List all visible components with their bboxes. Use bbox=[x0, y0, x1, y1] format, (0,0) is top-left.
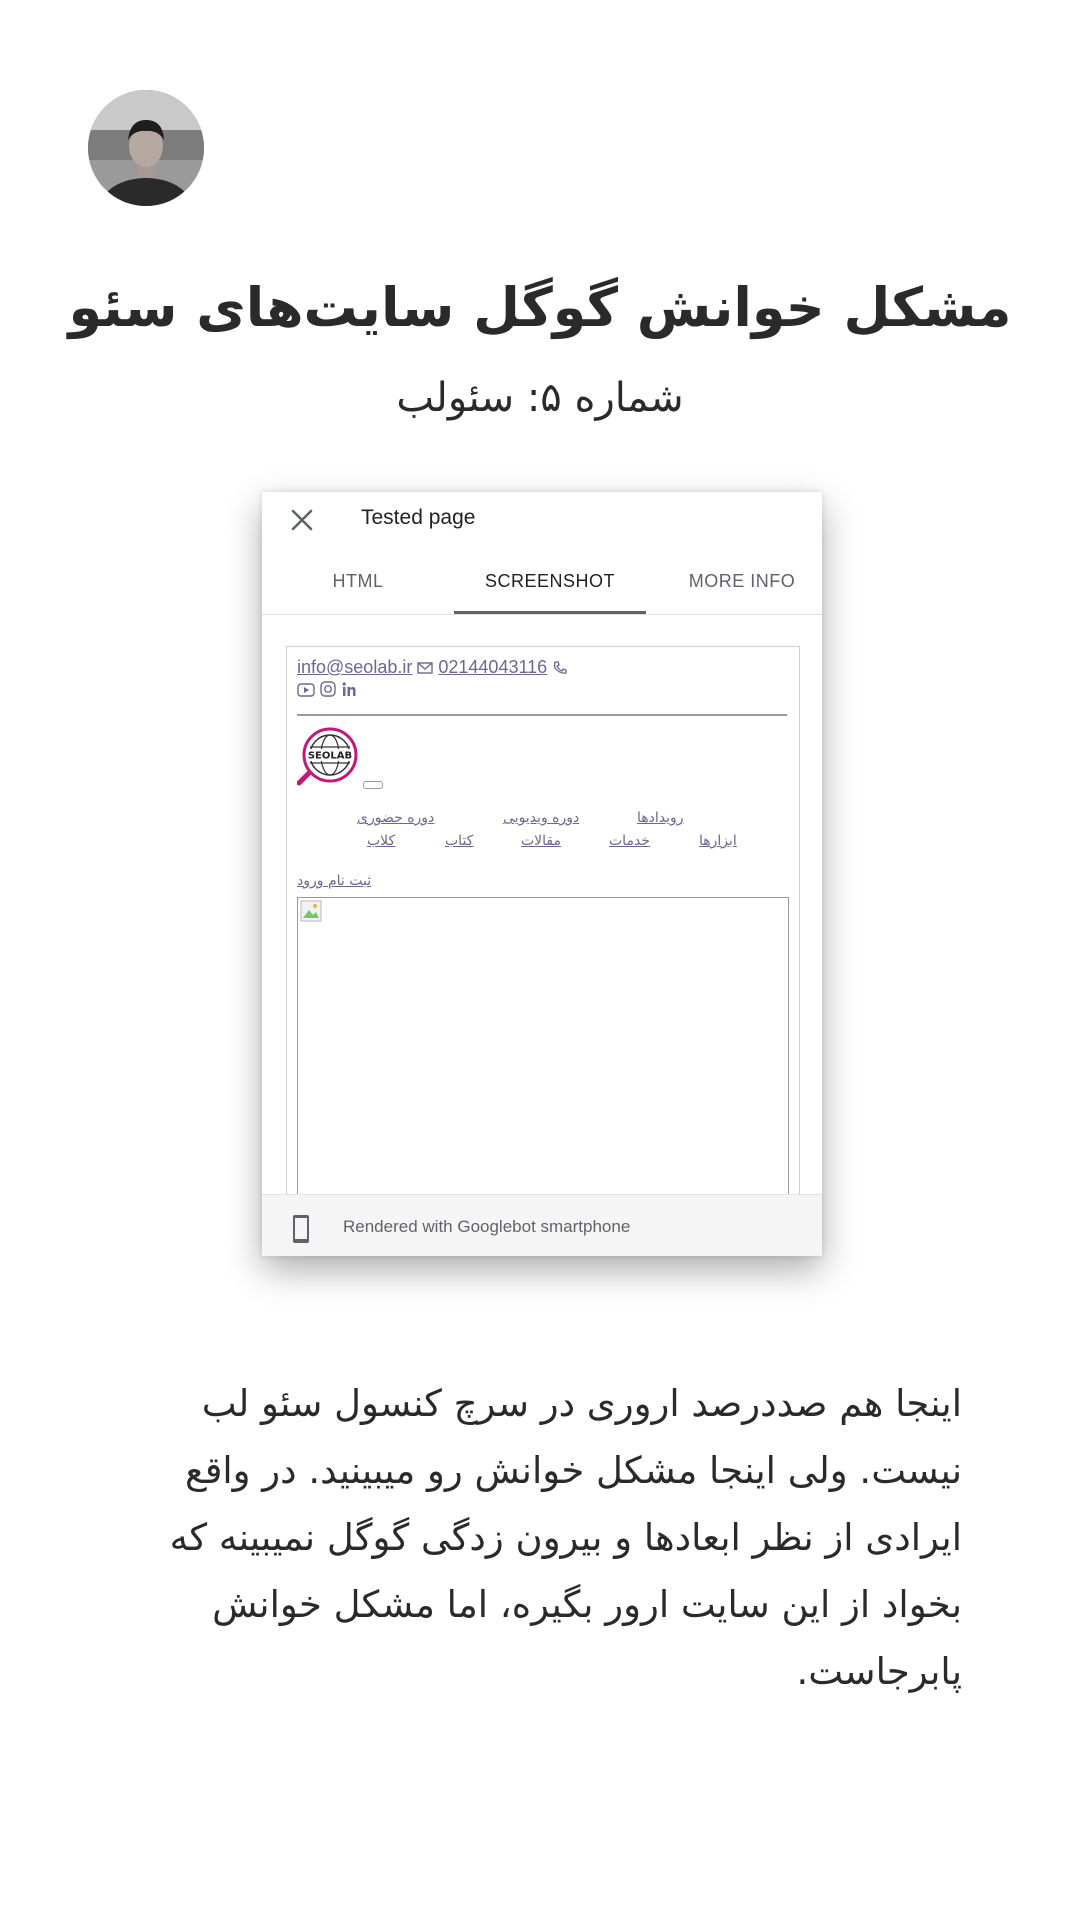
panel-title: Tested page bbox=[361, 506, 476, 529]
broken-image-icon bbox=[300, 900, 322, 922]
nav-item[interactable]: کلاب bbox=[367, 833, 396, 849]
nav-item[interactable]: دوره حضوری bbox=[357, 810, 435, 826]
phone-call-icon bbox=[552, 660, 568, 676]
linkedin-icon[interactable] bbox=[341, 681, 357, 697]
contact-line bbox=[297, 657, 568, 678]
register-link[interactable]: ثبت نام bbox=[327, 873, 372, 889]
search-toggle[interactable] bbox=[363, 781, 383, 789]
social-icons bbox=[297, 681, 357, 701]
avatar bbox=[88, 90, 204, 206]
panel-header bbox=[262, 492, 822, 548]
hero-image-placeholder bbox=[297, 897, 789, 1207]
tab-bar bbox=[262, 548, 822, 615]
footer-text: Rendered with Googlebot smartphone bbox=[343, 1217, 631, 1236]
divider bbox=[297, 714, 787, 716]
panel-footer bbox=[262, 1194, 822, 1256]
nav-item[interactable]: کتاب bbox=[445, 833, 474, 849]
body-paragraph: اینجا هم صددرصد اروری در سرچ کنسول سئو لب نیست. ولی اینجا مشکل خوانش رو میبینید. در واقع ایرادی از نظر ابعادها و بیرون زدگی گوگل نمیبینه که بخواد از این سایت ارور بگیره، اما مشکل خوانش پابرجاست. bbox=[169, 1382, 962, 1693]
page-subtitle: شماره ۵: سئولب bbox=[396, 375, 684, 421]
logo-text: SEOLAB bbox=[307, 750, 353, 762]
tab-screenshot[interactable]: SCREENSHOT bbox=[484, 571, 615, 591]
screenshot-preview[interactable] bbox=[286, 646, 800, 1207]
mail-icon bbox=[417, 661, 433, 675]
nav-item[interactable]: ابزارها bbox=[699, 833, 737, 849]
nav-item[interactable]: دوره ویدیویی bbox=[503, 810, 580, 826]
nav-item[interactable]: مقالات bbox=[521, 833, 562, 849]
instagram-icon[interactable] bbox=[320, 681, 336, 697]
seolab-logo[interactable] bbox=[297, 727, 359, 789]
youtube-icon[interactable] bbox=[297, 683, 315, 697]
close-icon[interactable] bbox=[288, 506, 316, 534]
page-title: مشکل خوانش گوگل سایت‌های سئو bbox=[68, 276, 1012, 339]
login-link[interactable]: ورود bbox=[297, 873, 324, 889]
smartphone-icon bbox=[292, 1214, 310, 1244]
tested-page-panel bbox=[262, 492, 822, 1256]
auth-links bbox=[297, 873, 371, 889]
nav-item[interactable]: رویدادها bbox=[637, 810, 684, 826]
active-tab-indicator bbox=[454, 611, 646, 614]
phone-link[interactable]: 02144043116 bbox=[438, 657, 548, 677]
email-link[interactable]: info@seolab.ir bbox=[297, 657, 413, 677]
tab-html[interactable]: HTML bbox=[332, 571, 384, 591]
tab-more-info[interactable]: MORE INFO bbox=[688, 571, 796, 591]
nav-item[interactable]: خدمات bbox=[609, 833, 650, 849]
